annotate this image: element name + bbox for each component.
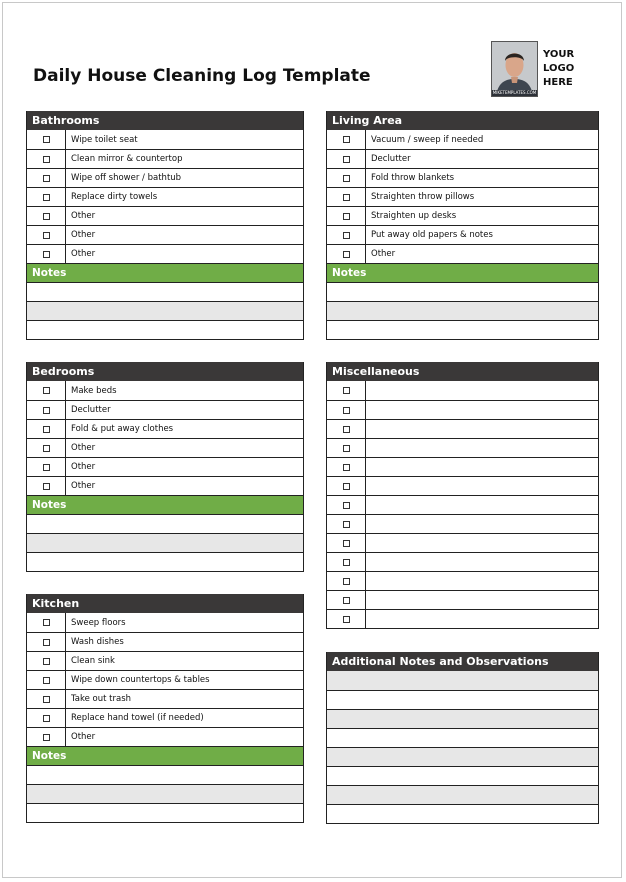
checkbox-icon[interactable] [43, 658, 50, 665]
checkbox-cell [327, 381, 366, 400]
notes-line[interactable] [327, 320, 598, 339]
section-header: Bathrooms [27, 111, 303, 130]
task-label [371, 401, 594, 419]
bathrooms-section [26, 111, 304, 340]
checkbox-icon[interactable] [343, 521, 350, 528]
checklist-row [27, 400, 303, 419]
checkbox-icon[interactable] [43, 407, 50, 414]
notes-line[interactable] [327, 690, 598, 709]
checklist-row [27, 244, 303, 263]
checklist-row [327, 495, 598, 514]
bedrooms-section [26, 362, 304, 572]
checkbox-cell [327, 458, 366, 476]
logo-line: HERE [543, 77, 573, 88]
task-label: Fold & put away clothes [71, 424, 174, 434]
section-header: Living Area [327, 111, 598, 130]
checkbox-cell [327, 169, 366, 187]
task-label: Other [71, 443, 96, 453]
checklist-row [27, 438, 303, 457]
checkbox-icon[interactable] [43, 213, 50, 220]
task-label [371, 420, 594, 438]
checkbox-icon[interactable] [43, 387, 50, 394]
checklist-row [327, 476, 598, 495]
checklist-row [327, 590, 598, 609]
checkbox-icon[interactable] [43, 639, 50, 646]
checklist-row [27, 670, 303, 689]
checkbox-cell [27, 633, 66, 651]
notes-line[interactable] [27, 514, 303, 533]
checklist-row [27, 708, 303, 727]
checkbox-icon[interactable] [43, 194, 50, 201]
checkbox-icon[interactable] [43, 426, 50, 433]
checklist-row [327, 609, 598, 628]
checkbox-icon[interactable] [343, 559, 350, 566]
checkbox-icon[interactable] [343, 616, 350, 623]
checklist-row [27, 130, 303, 149]
checklist-row [27, 632, 303, 651]
notes-line[interactable] [327, 766, 598, 785]
checkbox-icon[interactable] [343, 578, 350, 585]
checkbox-cell [27, 207, 66, 225]
task-label: Wipe toilet seat [71, 134, 138, 145]
checkbox-cell [327, 477, 366, 495]
checkbox-icon[interactable] [343, 502, 350, 509]
checklist-row [27, 187, 303, 206]
additional-notes-section [326, 652, 599, 824]
checkbox-icon[interactable] [43, 464, 50, 471]
notes-line[interactable] [327, 709, 598, 728]
checkbox-icon[interactable] [43, 483, 50, 490]
notes-line[interactable] [27, 765, 303, 784]
checklist-row [27, 168, 303, 187]
task-label: Other [71, 481, 96, 491]
notes-header: Notes [27, 746, 303, 765]
notes-line[interactable] [27, 803, 303, 822]
checklist-row [27, 149, 303, 168]
checklist-row [327, 168, 598, 187]
checklist-row [27, 651, 303, 670]
checkbox-icon[interactable] [43, 136, 50, 143]
checkbox-icon[interactable] [43, 696, 50, 703]
task-label [371, 610, 594, 628]
task-label: Other [71, 211, 96, 221]
checkbox-cell [327, 610, 366, 628]
checkbox-icon[interactable] [43, 156, 50, 163]
checkbox-cell [327, 226, 366, 244]
checkbox-cell [27, 150, 66, 168]
checkbox-icon[interactable] [343, 407, 350, 414]
checkbox-icon[interactable] [343, 213, 350, 220]
checkbox-icon[interactable] [343, 175, 350, 182]
notes-line[interactable] [327, 671, 598, 690]
checkbox-cell [27, 381, 66, 400]
task-label: Straighten up desks [371, 211, 457, 221]
checkbox-cell [327, 553, 366, 571]
task-label [371, 515, 594, 533]
checkbox-icon[interactable] [343, 464, 350, 471]
checkbox-icon[interactable] [343, 251, 350, 258]
notes-line[interactable] [327, 282, 598, 301]
checklist-row [27, 613, 303, 632]
checkbox-cell [327, 401, 366, 419]
task-label [371, 553, 594, 571]
task-label: Replace hand towel (if needed) [71, 713, 204, 723]
notes-header: Notes [327, 263, 598, 282]
checkbox-cell [27, 401, 66, 419]
notes-line[interactable] [27, 784, 303, 803]
checkbox-icon[interactable] [43, 619, 50, 626]
checklist-row [27, 689, 303, 708]
checklist-row [327, 457, 598, 476]
checkbox-icon[interactable] [343, 232, 350, 239]
checkbox-cell [27, 420, 66, 438]
task-label: Take out trash [71, 694, 132, 704]
checkbox-cell [327, 207, 366, 225]
checkbox-icon[interactable] [43, 232, 50, 239]
notes-line[interactable] [327, 301, 598, 320]
checklist-row [327, 206, 598, 225]
checkbox-icon[interactable] [43, 734, 50, 741]
checklist-row [327, 438, 598, 457]
page-title: Daily House Cleaning Log Template [33, 66, 371, 86]
task-label: Other [71, 230, 96, 240]
checkbox-icon[interactable] [43, 677, 50, 684]
notes-line[interactable] [327, 804, 598, 823]
notes-line[interactable] [327, 728, 598, 747]
checkbox-cell [27, 652, 66, 670]
checkbox-cell [27, 671, 66, 689]
checkbox-icon[interactable] [343, 483, 350, 490]
section-header: Bedrooms [27, 362, 303, 381]
checkbox-icon[interactable] [343, 194, 350, 201]
checklist-row [327, 225, 598, 244]
task-label: Clean mirror & countertop [71, 154, 183, 164]
checkbox-icon[interactable] [43, 715, 50, 722]
notes-header: Notes [27, 263, 303, 282]
task-label: Other [71, 249, 96, 259]
miscellaneous-section [326, 362, 599, 629]
checkbox-icon[interactable] [343, 426, 350, 433]
task-label: Make beds [71, 385, 117, 396]
checklist-row [327, 419, 598, 438]
task-label: Clean sink [71, 656, 115, 666]
task-label: Declutter [371, 154, 411, 164]
checkbox-cell [327, 420, 366, 438]
checkbox-cell [327, 130, 366, 149]
notes-line[interactable] [27, 282, 303, 301]
checklist-row [327, 571, 598, 590]
checkbox-icon[interactable] [343, 136, 350, 143]
checkbox-cell [27, 458, 66, 476]
checkbox-cell [27, 709, 66, 727]
checkbox-cell [327, 439, 366, 457]
checkbox-cell [27, 728, 66, 746]
checkbox-icon[interactable] [43, 175, 50, 182]
checkbox-cell [327, 534, 366, 552]
checkbox-cell [327, 245, 366, 263]
task-label [371, 572, 594, 590]
task-label: Wash dishes [71, 637, 124, 647]
logo-caption: MIKETEMPLATES.COM [492, 90, 537, 95]
checkbox-cell [27, 188, 66, 206]
notes-line[interactable] [27, 301, 303, 320]
section-header: Miscellaneous [327, 362, 598, 381]
checklist-row [27, 476, 303, 495]
notes-line[interactable] [27, 552, 303, 571]
task-label: Replace dirty towels [71, 192, 158, 202]
notes-line[interactable] [27, 320, 303, 339]
task-label: Fold throw blankets [371, 173, 455, 183]
task-label [371, 477, 594, 495]
checklist-row [27, 225, 303, 244]
task-label [371, 534, 594, 552]
task-label: Declutter [71, 405, 111, 415]
task-label [371, 458, 594, 476]
logo-photo [491, 41, 538, 97]
task-label: Other [71, 462, 96, 472]
checklist-row [327, 400, 598, 419]
notes-line[interactable] [27, 533, 303, 552]
checkbox-cell [27, 226, 66, 244]
checkbox-cell [27, 439, 66, 457]
checkbox-cell [327, 496, 366, 514]
checkbox-cell [27, 613, 66, 632]
checklist-row [327, 244, 598, 263]
checkbox-cell [327, 591, 366, 609]
person-photo-icon [492, 42, 537, 96]
checkbox-cell [327, 188, 366, 206]
task-label: Sweep floors [71, 617, 126, 628]
section-header: Kitchen [27, 594, 303, 613]
section-header: Additional Notes and Observations [327, 652, 598, 671]
checkbox-cell [327, 150, 366, 168]
checklist-row [27, 727, 303, 746]
logo-line: YOUR [543, 49, 575, 60]
task-label: Wipe off shower / bathtub [71, 173, 182, 183]
task-label [371, 439, 594, 457]
checkbox-icon[interactable] [43, 251, 50, 258]
checklist-row [327, 149, 598, 168]
checklist-row [327, 514, 598, 533]
checkbox-cell [327, 572, 366, 590]
checkbox-cell [327, 515, 366, 533]
checklist-row [327, 130, 598, 149]
checklist-row [27, 381, 303, 400]
checklist-row [27, 457, 303, 476]
living-area-section [326, 111, 599, 340]
checklist-row [327, 381, 598, 400]
checklist-row [27, 419, 303, 438]
checklist-row [27, 206, 303, 225]
checkbox-icon[interactable] [343, 445, 350, 452]
checkbox-icon[interactable] [343, 387, 350, 394]
task-label [371, 381, 594, 400]
checkbox-icon[interactable] [43, 445, 50, 452]
checkbox-icon[interactable] [343, 156, 350, 163]
notes-line[interactable] [327, 785, 598, 804]
checkbox-cell [27, 245, 66, 263]
task-label: Other [71, 732, 96, 742]
task-label: Vacuum / sweep if needed [371, 134, 484, 145]
task-label: Wipe down countertops & tables [71, 675, 210, 685]
checkbox-cell [27, 130, 66, 149]
notes-header: Notes [27, 495, 303, 514]
logo-placeholder-text [543, 48, 574, 90]
checkbox-cell [27, 169, 66, 187]
checkbox-icon[interactable] [343, 597, 350, 604]
task-label [371, 591, 594, 609]
checklist-row [327, 552, 598, 571]
checkbox-cell [27, 477, 66, 495]
checklist-row [327, 533, 598, 552]
task-label: Put away old papers & notes [371, 230, 493, 240]
task-label [371, 496, 594, 514]
checklist-row [327, 187, 598, 206]
kitchen-section [26, 594, 304, 823]
notes-line[interactable] [327, 747, 598, 766]
checkbox-icon[interactable] [343, 540, 350, 547]
task-label: Straighten throw pillows [371, 192, 475, 202]
task-label: Other [371, 249, 396, 259]
checkbox-cell [27, 690, 66, 708]
logo-line: LOGO [543, 63, 575, 74]
